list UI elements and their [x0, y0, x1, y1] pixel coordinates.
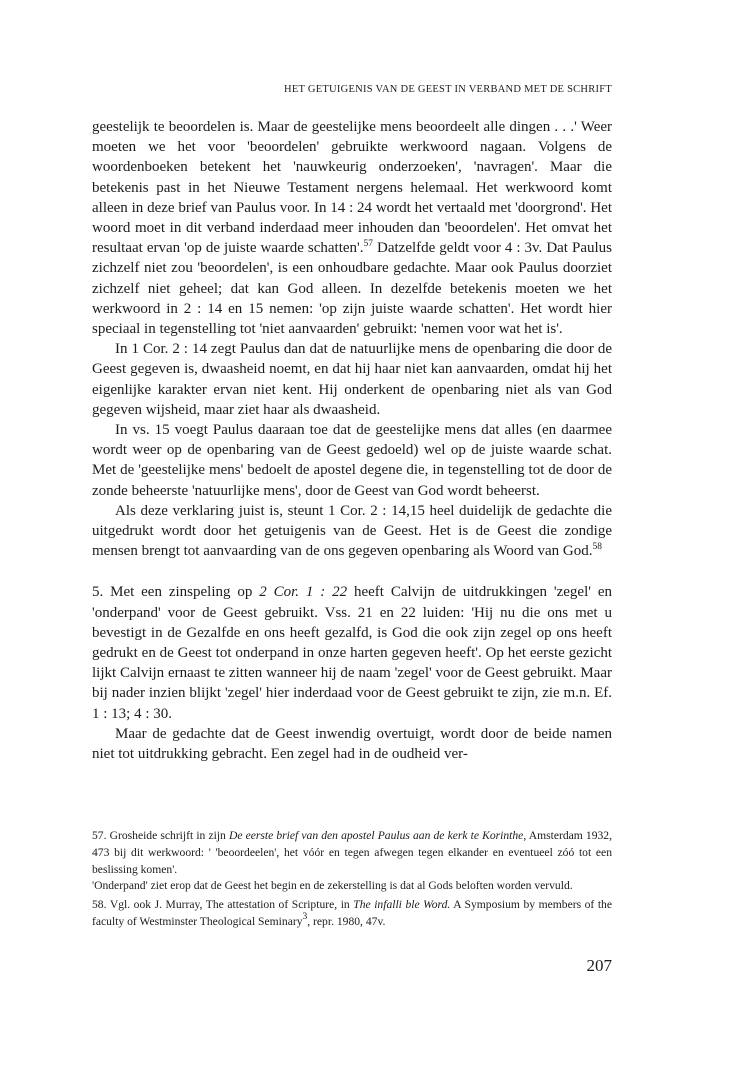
section-number-text: 5. Met een zinspeling op [92, 584, 260, 601]
paragraph-text: geestelijk te beoordelen is. Maar de geestelijke mens beoordeelt alle dingen . . .' Weer moeten we het voor 'beoordelen' gebruikte werkwoord nagaan. Volgens de woordenboeken betekent het 'nauwkeurig onderzoeken', 'navragen'. Maar die betekenis past in het Nieuwe Testament nergens helemaal. Het werkwoord komt alleen in deze brief van Paulus voor. In 14 : 24 wordt het vertaald met 'doorgrond'. Het woord moet in dit verband inderdaad meer inhouden dan 'beoordelen'. Het omvat het resultaat ervan 'op de juiste waarde schatten'. [92, 119, 612, 257]
book-title: De eerste brief van den apostel Paulus aan de kerk te Korinthe [228, 829, 524, 842]
footnote-text: 58. Vgl. ook J. Murray, The attestation of Scripture, in [92, 898, 354, 912]
footnote-58 [92, 897, 612, 931]
paragraph-text: In 1 Cor. 2 : 14 zegt Paulus dan dat de natuurlijke mens de openbaring die door de Geest gegeven is, dwaasheid noemt, en dat hij haar niet kan aanvaarden, omdat hij het eigenlijke karakter ervan niet kent. Hij onderkent de openbaring niet als van God gegeven wijsheid, maar ziet haar als dwaasheid. [92, 341, 612, 418]
footnote-57 [92, 828, 612, 878]
footnote-text: , repr. 1980, 47v. [307, 914, 386, 928]
footnote-text: , Amsterdam 1932, 473 bij dit werkwoord: ' 'beoordeelen', het vóór en tegen afwegen tegen elkander en eventueel zóó tot een beslissing komen'. [92, 829, 613, 876]
paragraph [92, 339, 612, 420]
footnote-57-continuation: 'Onderpand' ziet erop dat de Geest het begin en de zekerstelling is dat al Gods beloften worden vervuld. [92, 879, 573, 893]
page-number: 207 [586, 956, 612, 975]
paragraph-text: heeft Calvijn de uitdrukkingen 'zegel' en 'onderpand' voor de Geest gebruikt. Vss. 21 en 22 luiden: 'Hij nu die ons met u bevestigt in de Gezalfde en ons heeft gezalfd, is God die ook zijn zegel op ons heeft gedrukt en de Geest tot onderpand in onze harten gegeven heeft'. Op het eerste gezicht lijkt Calvijn ernaast te zitten wanneer hij de naam 'zegel' voor de Geest gebruikt. Maar bij nader inzien blijkt 'zegel' hier inderdaad voor de Geest gebruikt te zijn, zie m.n. Ef. 1 : 13; 4 : 30. [92, 584, 612, 722]
paragraph-continued [92, 117, 612, 339]
paragraph-text: Als deze verklaring juist is, steunt 1 Cor. 2 : 14,15 heel duidelijk de gedachte die uitgedrukt wordt door het getuigenis van de Geest. Het is de Geest die zondige mensen brengt tot aanvaarding van de ons gegeven openbaring als Woord van God. [92, 502, 612, 560]
paragraph-text: In vs. 15 voegt Paulus daaraan toe dat de geestelijke mens dat alles (en daarmee wordt weer op de openbaring van de Geest gedoeld) wel op de juiste waarde schat. Met de 'geestelijke mens' bedoelt de apostel degene die, in tegenstelling tot de door de zonde beheerste 'natuurlijke mens', door de Geest van God wordt beheerst. [92, 422, 612, 499]
scripture-reference: 2 Cor. 1 : 22 [259, 584, 348, 601]
section-paragraph [92, 582, 612, 723]
paragraph-text: Maar de gedachte dat de Geest inwendig overtuigt, wordt door de beide namen niet tot uitdrukking gebracht. Een zegel had in de oudheid ver- [92, 725, 612, 763]
footnote-ref-58: 58 [592, 542, 602, 553]
book-title: The infalli ble Word. [353, 898, 451, 912]
footnote-text: A Symposium by members of the faculty of Westminster Theological Seminary [92, 898, 612, 928]
footnotes [92, 828, 612, 931]
body-text [92, 117, 612, 764]
footnote-ref-57: 57 [363, 239, 373, 250]
paragraph-text: Datzelfde geldt voor 4 : 3v. Dat Paulus zichzelf niet zou 'beoordelen', is een onhoudbare gedachte. Maar ook Paulus doorziet zichzelf niet geheel; dat kan God alleen. In dezelfde betekenis moeten we het werkwoord in 2 : 14 en 15 nemen: 'op zijn juiste waarde schatten'. Het wordt hier speciaal in tegenstelling tot 'niet aanvaarden' gebruikt: 'nemen voor wat het is'. [92, 240, 612, 338]
footnote-text: 57. Grosheide schrijft in zijn [92, 829, 229, 842]
paragraph [92, 420, 612, 501]
paragraph [92, 501, 612, 562]
running-head: HET GETUIGENIS VAN DE GEEST IN VERBAND MET DE SCHRIFT [284, 84, 612, 95]
edition-superscript: 3 [302, 911, 308, 922]
paragraph [92, 724, 612, 764]
book-page [92, 0, 612, 1068]
